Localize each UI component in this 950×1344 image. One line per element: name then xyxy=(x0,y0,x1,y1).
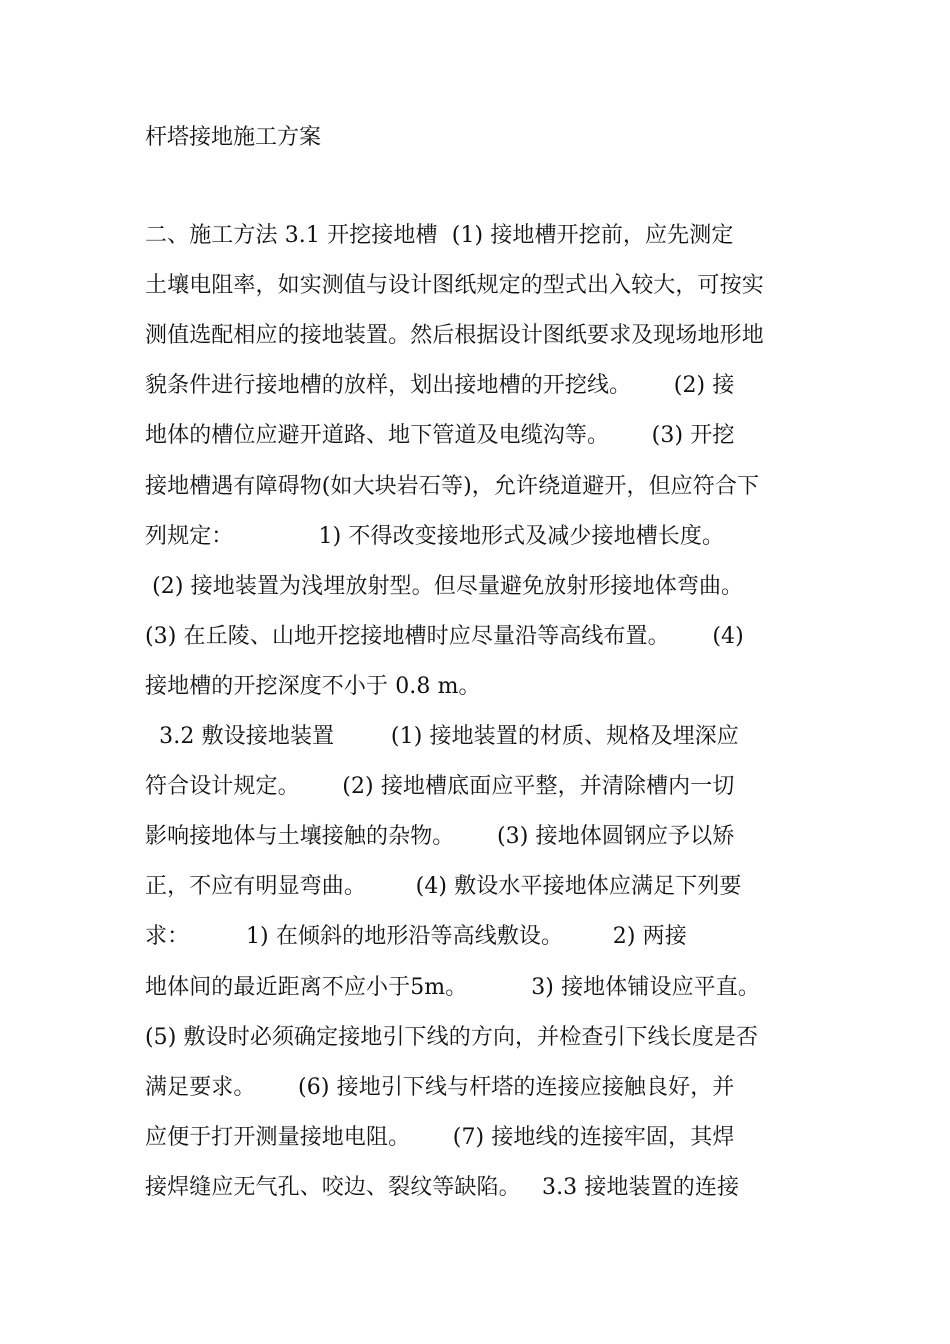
body-line: 列规定： 1) 不得改变接地形式及减少接地槽长度。 xyxy=(145,524,725,549)
body-line: 影响接地体与土壤接触的杂物。 (3) 接地体圆钢应予以矫 xyxy=(145,824,735,849)
body-line: 应便于打开测量接地电阻。 (7) 接地线的连接牢固，其焊 xyxy=(145,1125,735,1150)
body-line: 满足要求。 (6) 接地引下线与杆塔的连接应接触良好，并 xyxy=(145,1075,735,1100)
body-line: 符合设计规定。 (2) 接地槽底面应平整，并清除槽内一切 xyxy=(145,774,735,799)
body-line: 正，不应有明显弯曲。 (4) 敷设水平接地体应满足下列要 xyxy=(145,874,742,899)
body-line: (5) 敷设时必须确定接地引下线的方向，并检查引下线长度是否 xyxy=(145,1025,759,1050)
body-line: (3) 在丘陵、山地开挖接地槽时应尽量沿等高线布置。 (4) xyxy=(145,624,744,649)
body-line: 土壤电阻率，如实测值与设计图纸规定的型式出入较大，可按实 xyxy=(145,273,764,298)
body-line: 貌条件进行接地槽的放样，划出接地槽的开挖线。 (2) 接 xyxy=(145,373,735,398)
body-line: 接地槽遇有障碍物(如大块岩石等)，允许绕道避开，但应符合下 xyxy=(145,474,760,499)
body-line: 地体的槽位应避开道路、地下管道及电缆沟等。 (3) 开挖 xyxy=(145,423,735,448)
body-line: 地体间的最近距离不应小于5m。 3) 接地体铺设应平直。 xyxy=(145,975,760,1000)
body-line: (2) 接地装置为浅埋放射型。但尽量避免放射形接地体弯曲。 xyxy=(145,574,744,599)
document-title: 杆塔接地施工方案 xyxy=(145,125,322,150)
body-line: 求： 1) 在倾斜的地形沿等高线敷设。 2) 两接 xyxy=(145,924,687,949)
body-line: 二、施工方法 3.1 开挖接地槽 (1) 接地槽开挖前，应先测定 xyxy=(145,223,734,248)
body-line: 3.2 敷设接地装置 (1) 接地装置的材质、规格及埋深应 xyxy=(145,724,739,749)
body-line: 接焊缝应无气孔、咬边、裂纹等缺陷。 3.3 接地装置的连接 xyxy=(145,1175,740,1200)
body-line: 接地槽的开挖深度不小于 0.8 m。 xyxy=(145,674,481,699)
body-line: 测值选配相应的接地装置。然后根据设计图纸要求及现场地形地 xyxy=(145,323,764,348)
